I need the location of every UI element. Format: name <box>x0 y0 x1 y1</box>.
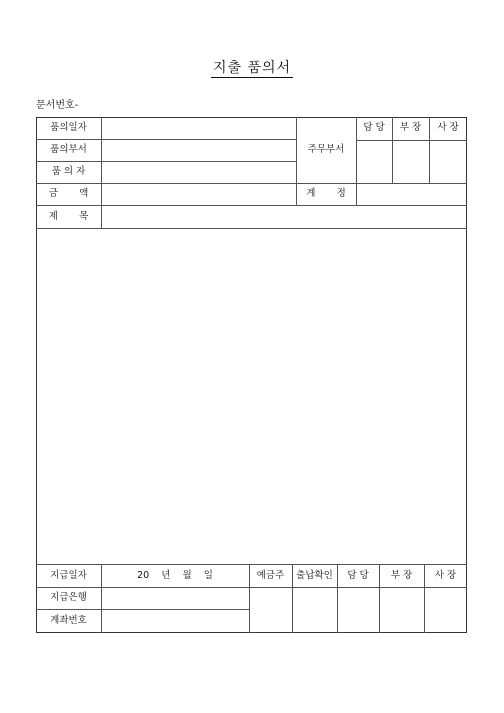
lower-approval-president-label: 사 장 <box>434 570 457 581</box>
bank-field[interactable] <box>102 588 249 609</box>
lower-approval-manager-label: 부 장 <box>390 570 413 581</box>
account-no-label: 계좌번호 <box>50 615 87 626</box>
dept-label: 품의부서 <box>50 144 87 155</box>
date-field[interactable] <box>102 118 296 139</box>
approval-staff-label: 담 당 <box>363 122 385 133</box>
date-label: 품의일자 <box>50 122 87 133</box>
account-field[interactable] <box>357 184 466 205</box>
receipt-label: 출납확인 <box>296 570 333 581</box>
approval-manager-label: 부 장 <box>399 122 422 133</box>
main-dept-label: 주무부서 <box>307 144 345 155</box>
upper-divider <box>356 140 467 141</box>
subject-field[interactable] <box>102 206 466 228</box>
body-field[interactable] <box>37 229 466 564</box>
account-no-field[interactable] <box>102 610 249 632</box>
pay-date-value: 20 년 월 일 <box>137 570 213 581</box>
requester-label: 품 의 자 <box>51 166 86 177</box>
amount-field[interactable] <box>102 184 296 205</box>
lower-approval-staff-label: 담 당 <box>347 570 369 581</box>
pay-date-label: 지급일자 <box>50 570 87 581</box>
dept-field[interactable] <box>102 140 296 161</box>
depositor-label: 예금주 <box>256 570 285 581</box>
bank-label: 지급은행 <box>50 592 87 603</box>
document-title: 지출 품의서 <box>212 60 292 76</box>
amount-label: 금 액 <box>48 188 89 199</box>
account-label: 계 정 <box>306 188 346 199</box>
subject-label: 제 목 <box>48 211 89 222</box>
depositor-field[interactable] <box>250 588 292 632</box>
approval-president-label: 사 장 <box>437 122 459 133</box>
requester-field[interactable] <box>102 162 296 183</box>
doc-number-label: 문서번호- <box>36 100 79 111</box>
